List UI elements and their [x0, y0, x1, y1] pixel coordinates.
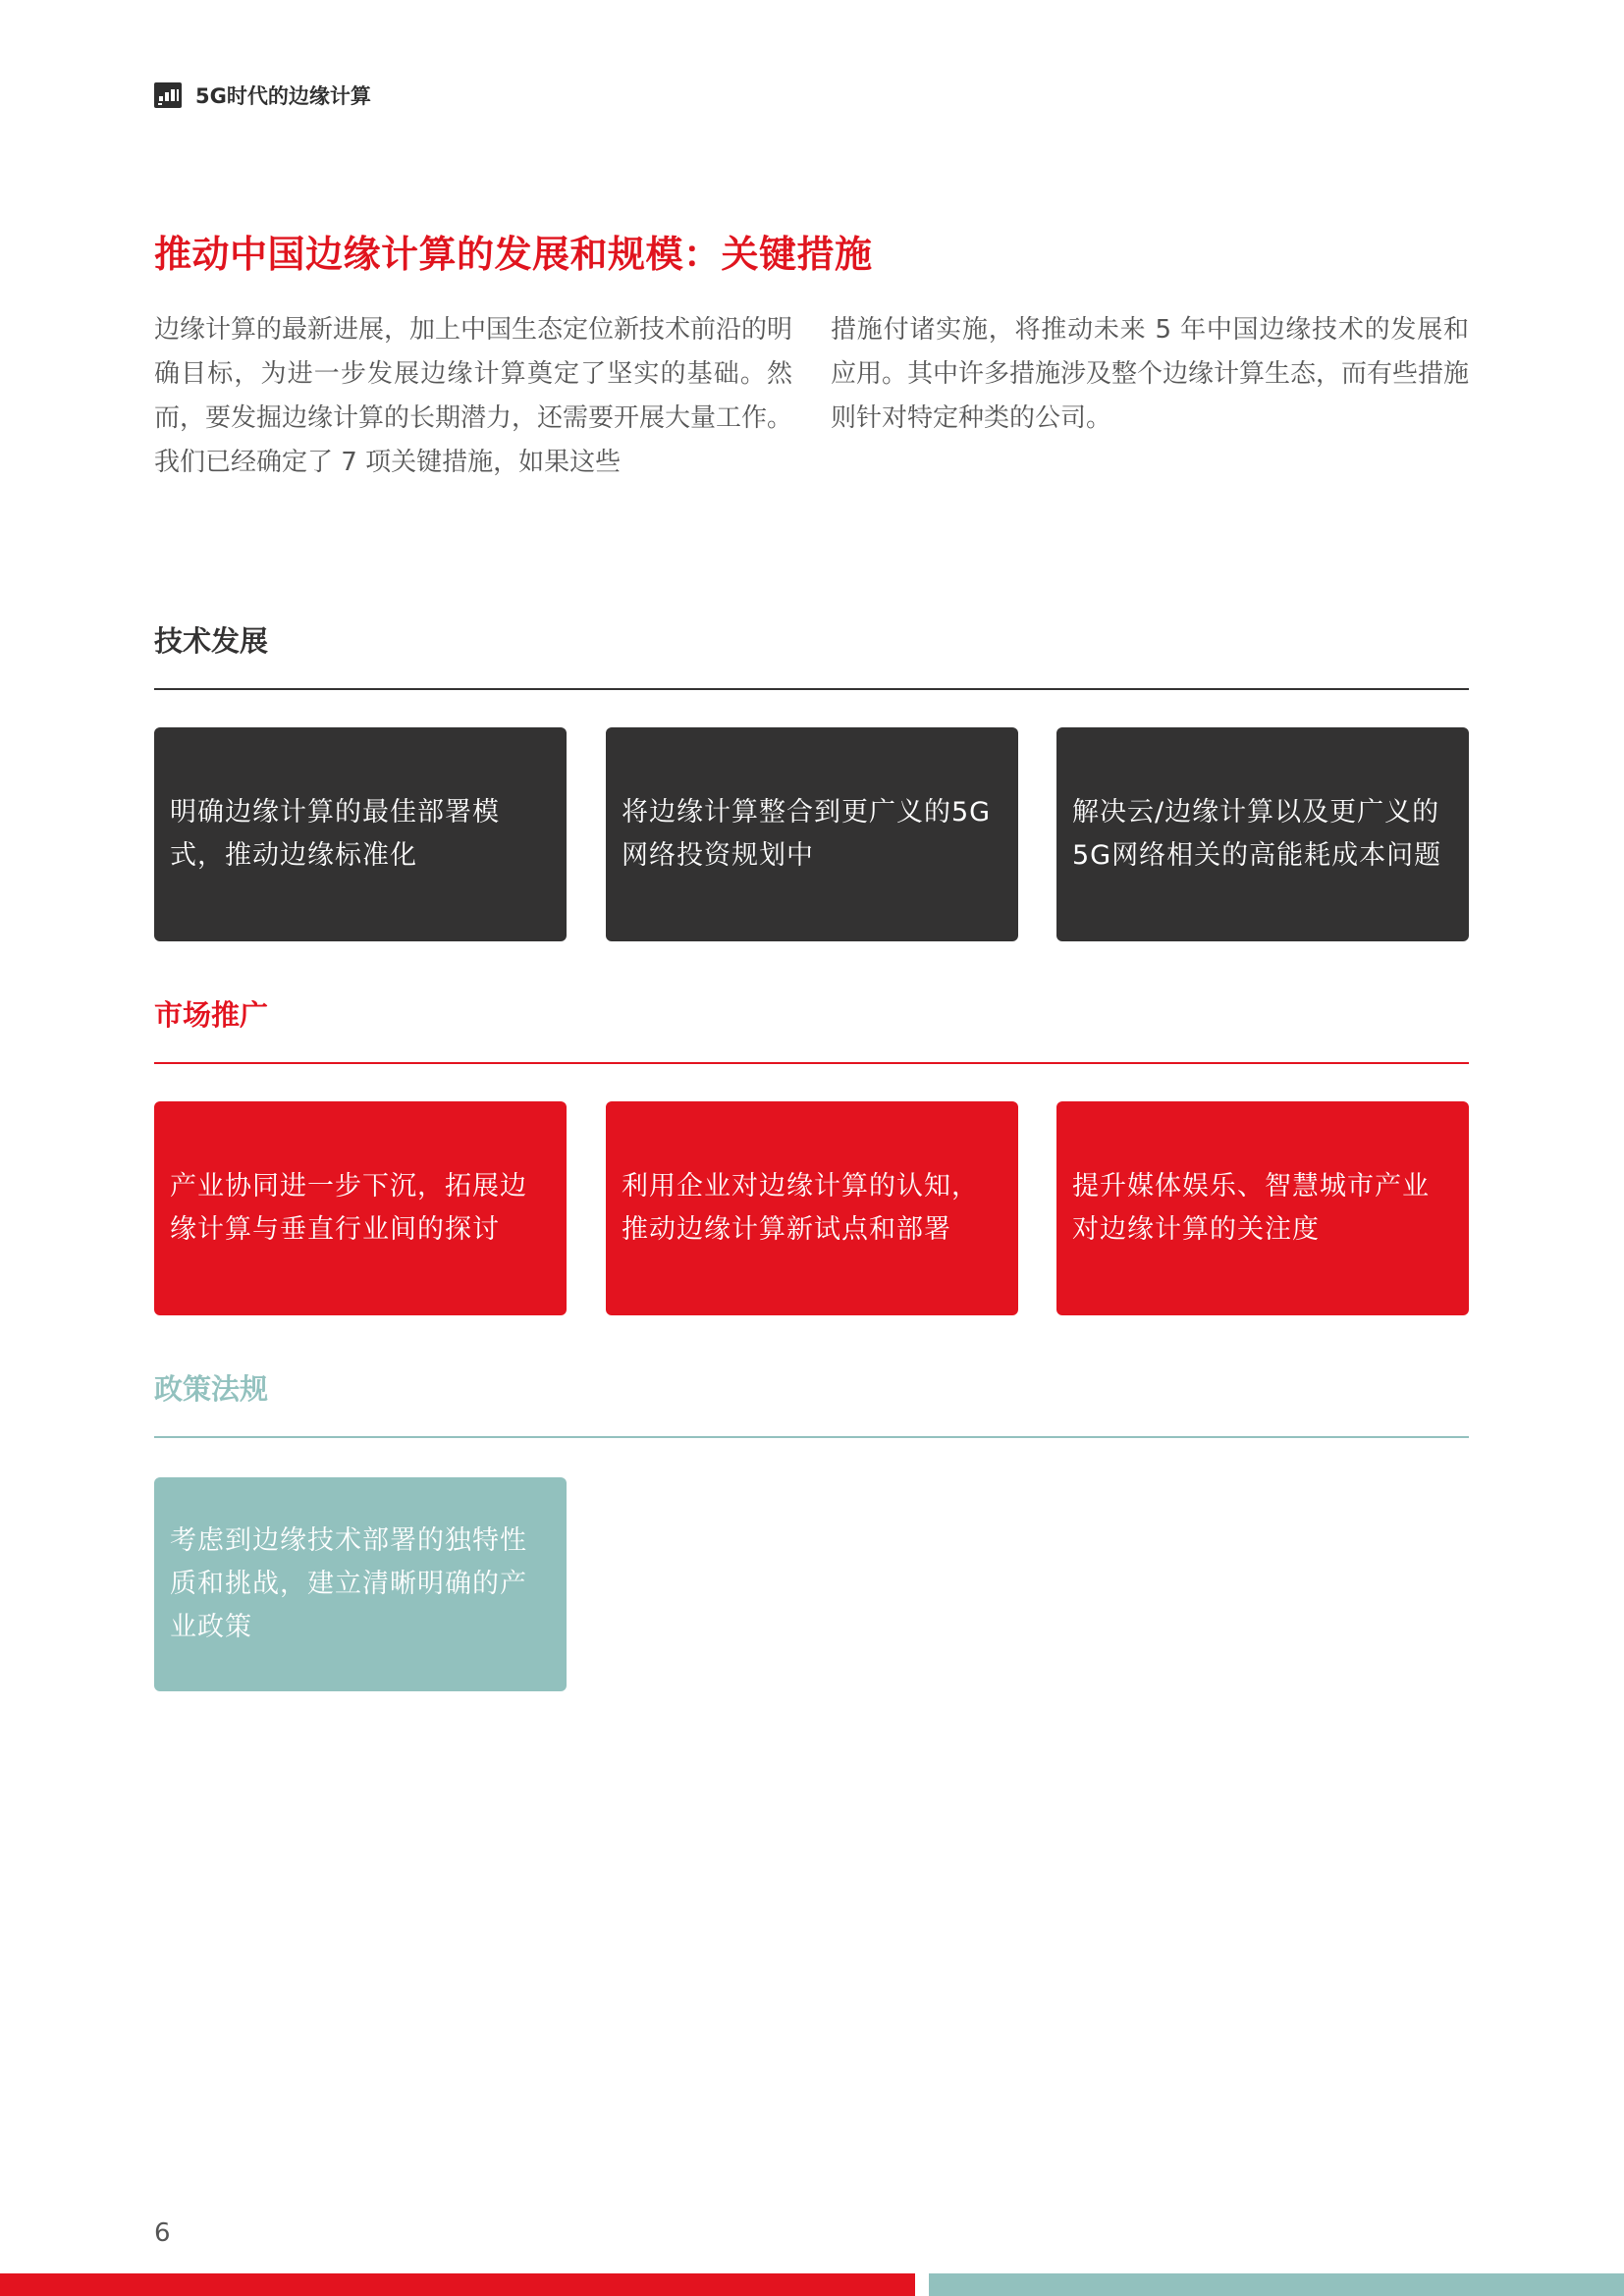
section-label-policy: 政策法规	[154, 1372, 269, 1406]
footer-bar-red	[0, 2273, 915, 2296]
measure-card: 明确边缘计算的最佳部署模式，推动边缘标准化	[154, 727, 567, 941]
measure-card: 解决云/边缘计算以及更广义的5G网络相关的高能耗成本问题	[1056, 727, 1469, 941]
measure-card: 提升媒体娱乐、智慧城市产业对边缘计算的关注度	[1056, 1101, 1469, 1315]
page-header	[154, 80, 371, 110]
measure-card: 利用企业对边缘计算的认知，推动边缘计算新试点和部署	[606, 1101, 1018, 1315]
intro-paragraph-left: 边缘计算的最新进展，加上中国生态定位新技术前沿的明确目标，为进一步发展边缘计算奠定了坚实的基础。然而，要发掘边缘计算的长期潜力，还需要开展大量工作。我们已经确定了 7 项关键措施，如果这些	[154, 315, 793, 477]
gsma-logo-icon	[154, 82, 182, 108]
measure-card: 产业协同进一步下沉，拓展边缘计算与垂直行业间的探讨	[154, 1101, 567, 1315]
page-title: 推动中国边缘计算的发展和规模：关键措施	[154, 233, 873, 276]
section-divider-market	[154, 1062, 1469, 1064]
section-divider-technology	[154, 688, 1469, 690]
section-divider-policy	[154, 1436, 1469, 1438]
page-number: 6	[154, 2218, 171, 2248]
footer-bar-teal	[929, 2273, 1624, 2296]
header-title: 5G时代的边缘计算	[195, 84, 371, 108]
measure-card: 将边缘计算整合到更广义的5G网络投资规划中	[606, 727, 1018, 941]
section-label-market: 市场推广	[154, 998, 269, 1032]
intro-paragraph-right: 措施付诸实施，将推动未来 5 年中国边缘技术的发展和应用。其中许多措施涉及整个边缘计算生态，而有些措施则针对特定种类的公司。	[831, 315, 1470, 433]
section-label-technology: 技术发展	[154, 624, 269, 658]
measure-card: 考虑到边缘技术部署的独特性质和挑战，建立清晰明确的产业政策	[154, 1477, 567, 1691]
